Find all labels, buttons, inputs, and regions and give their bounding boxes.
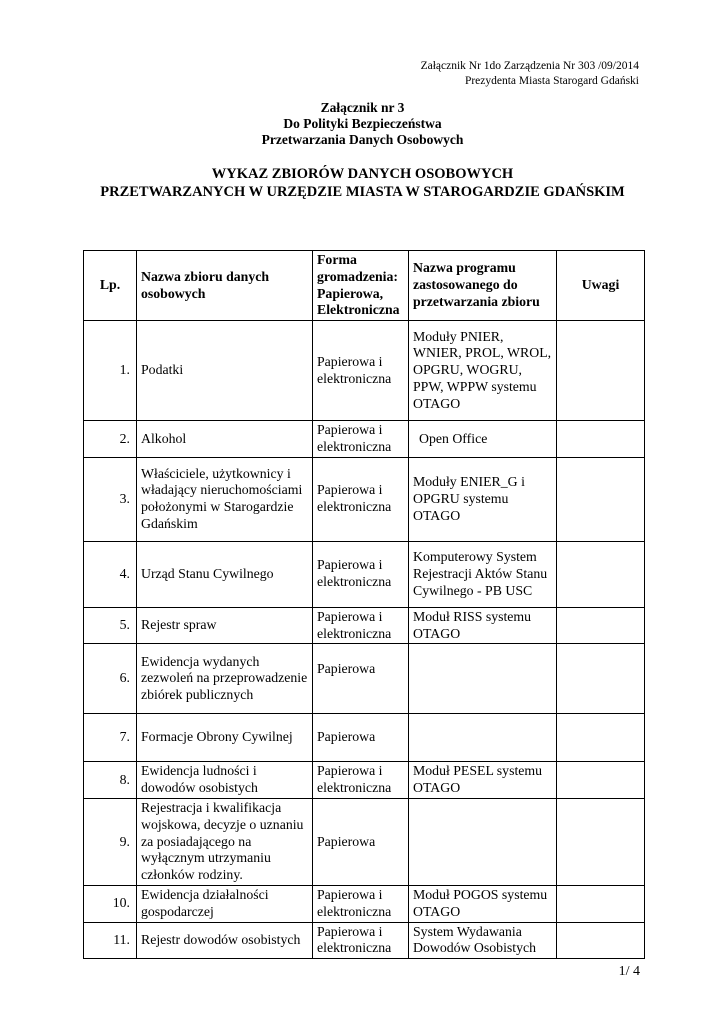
cell-nazwa: Ewidencja wydanych zezwoleń na przeprowadzenie zbiórek publicznych	[137, 644, 313, 714]
cell-program: Komputerowy System Rejestracji Aktów Stanu Cywilnego - PB USC	[409, 541, 557, 607]
header-lp: Lp.	[84, 251, 137, 321]
table-row	[84, 421, 645, 458]
cell-program: Moduł POGOS systemu OTAGO	[409, 885, 557, 922]
cell-forma: Papierowa	[313, 714, 409, 762]
cell-nazwa: Alkohol	[137, 421, 313, 458]
cell-forma: Papierowa i elektroniczna	[313, 457, 409, 541]
cell-uwagi	[557, 607, 645, 644]
cell-forma: Papierowa i elektroniczna	[313, 762, 409, 799]
cell-program	[409, 714, 557, 762]
cell-uwagi	[557, 457, 645, 541]
cell-program: Moduł PESEL systemu OTAGO	[409, 762, 557, 799]
cell-uwagi	[557, 714, 645, 762]
cell-forma: Papierowa i elektroniczna	[313, 885, 409, 922]
cell-lp: 4.	[84, 541, 137, 607]
cell-lp: 6.	[84, 644, 137, 714]
header-program: Nazwa programu zastosowanego do przetwarzania zbioru	[409, 251, 557, 321]
cell-forma: Papierowa i elektroniczna	[313, 321, 409, 421]
attachment-title-line3: Przetwarzania Danych Osobowych	[261, 132, 464, 147]
cell-program: System Wydawania Dowodów Osobistych	[409, 922, 557, 959]
cell-uwagi	[557, 541, 645, 607]
cell-nazwa: Formacje Obrony Cywilnej	[137, 714, 313, 762]
cell-uwagi	[557, 922, 645, 959]
header-note-line2: Prezydenta Miasta Starogard Gdański	[464, 75, 639, 87]
header-forma: Forma gromadzenia: Papierowa, Elektroniczna	[313, 251, 409, 321]
cell-uwagi	[557, 421, 645, 458]
cell-program	[409, 798, 557, 885]
table-row	[84, 457, 645, 541]
cell-program	[409, 644, 557, 714]
header-uwagi: Uwagi	[557, 251, 645, 321]
cell-lp: 10.	[84, 885, 137, 922]
cell-lp: 5.	[84, 607, 137, 644]
cell-forma: Papierowa i elektroniczna	[313, 607, 409, 644]
table-row	[84, 885, 645, 922]
cell-nazwa: Rejestr spraw	[137, 607, 313, 644]
cell-uwagi	[557, 762, 645, 799]
cell-nazwa: Rejestr dowodów osobistych	[137, 922, 313, 959]
cell-program: Moduł RISS systemu OTAGO	[409, 607, 557, 644]
table-row	[84, 644, 645, 714]
main-title	[0, 165, 725, 201]
cell-uwagi	[557, 798, 645, 885]
data-sets-table	[83, 250, 645, 959]
main-title-line2: PRZETWARZANYCH W URZĘDZIE MIASTA W STAROGARDZIE GDAŃSKIM	[100, 184, 625, 200]
cell-lp: 9.	[84, 798, 137, 885]
cell-lp: 2.	[84, 421, 137, 458]
header-nazwa: Nazwa zbioru danych osobowych	[137, 251, 313, 321]
table-row	[84, 321, 645, 421]
cell-nazwa: Urząd Stanu Cywilnego	[137, 541, 313, 607]
cell-program: Open Office	[409, 421, 557, 458]
cell-uwagi	[557, 321, 645, 421]
cell-nazwa: Ewidencja ludności i dowodów osobistych	[137, 762, 313, 799]
cell-lp: 8.	[84, 762, 137, 799]
cell-nazwa: Rejestracja i kwalifikacja wojskowa, decyzje o uznaniu za posiadającego na wyłącznym utrzymaniu członków rodziny.	[137, 798, 313, 885]
table-row	[84, 541, 645, 607]
table-row	[84, 607, 645, 644]
cell-forma: Papierowa i elektroniczna	[313, 541, 409, 607]
cell-lp: 3.	[84, 457, 137, 541]
header-note	[239, 59, 639, 89]
cell-nazwa: Podatki	[137, 321, 313, 421]
cell-nazwa: Ewidencja działalności gospodarczej	[137, 885, 313, 922]
cell-forma: Papierowa	[313, 798, 409, 885]
cell-forma: Papierowa	[313, 644, 409, 714]
table-header-row	[84, 251, 645, 321]
attachment-title	[0, 100, 725, 148]
table-row	[84, 762, 645, 799]
attachment-title-line1: Załącznik nr 3	[320, 100, 405, 115]
cell-lp: 1.	[84, 321, 137, 421]
cell-program: Moduły PNIER, WNIER, PROL, WROL, OPGRU, WOGRU, PPW, WPPW systemu OTAGO	[409, 321, 557, 421]
cell-lp: 11.	[84, 922, 137, 959]
cell-forma: Papierowa i elektroniczna	[313, 421, 409, 458]
cell-uwagi	[557, 885, 645, 922]
table-row	[84, 714, 645, 762]
table-row	[84, 798, 645, 885]
cell-forma: Papierowa i elektroniczna	[313, 922, 409, 959]
cell-nazwa: Właściciele, użytkownicy i władający nieruchomościami położonymi w Starogardzie Gdańskim	[137, 457, 313, 541]
page-number: 1/ 4	[618, 964, 640, 979]
table-row	[84, 922, 645, 959]
cell-uwagi	[557, 644, 645, 714]
cell-lp: 7.	[84, 714, 137, 762]
main-title-line1: WYKAZ ZBIORÓW DANYCH OSOBOWYCH	[211, 166, 514, 182]
cell-program: Moduły ENIER_G i OPGRU systemu OTAGO	[409, 457, 557, 541]
attachment-title-line2: Do Polityki Bezpieczeństwa	[283, 116, 442, 131]
header-note-line1: Załącznik Nr 1do Zarządzenia Nr 303 /09/2014	[420, 60, 639, 72]
